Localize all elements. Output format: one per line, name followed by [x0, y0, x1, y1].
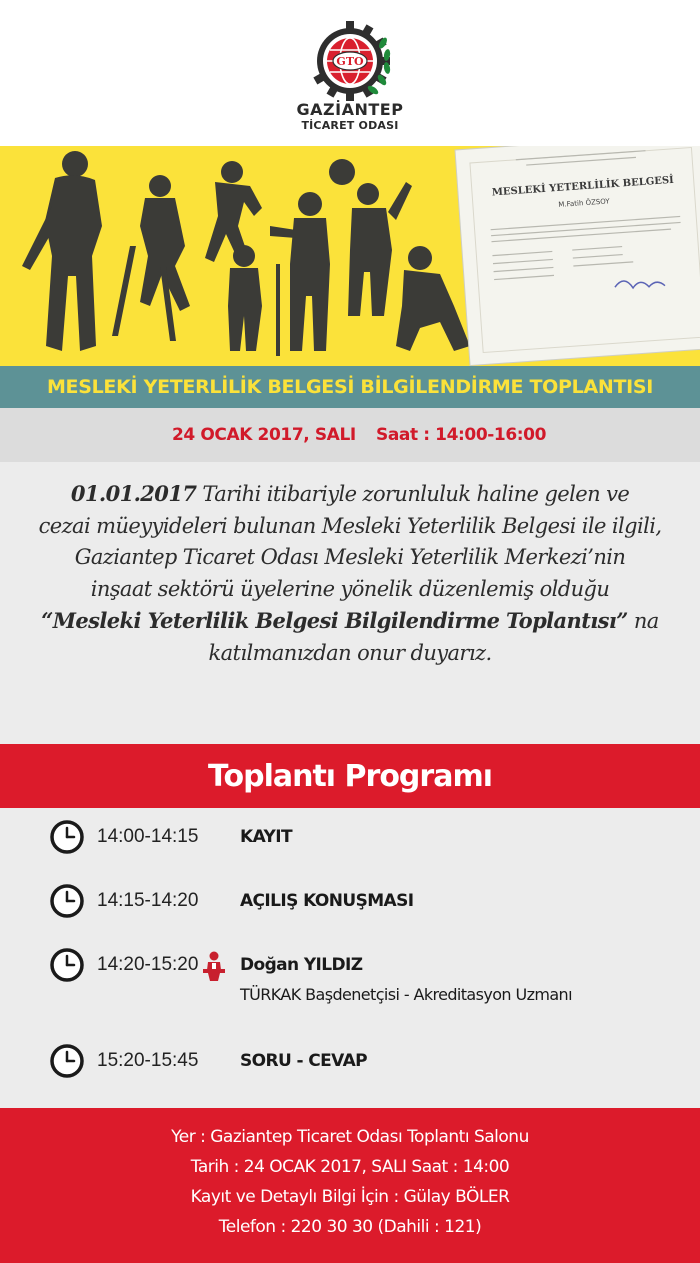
invitation-paragraph — [10, 478, 690, 669]
logo-title: GAZİANTEP — [296, 100, 404, 119]
hero-banner — [0, 146, 700, 366]
logo-subtitle: TİCARET ODASI — [301, 119, 399, 132]
program-time: 14:00-14:15 — [97, 826, 199, 847]
certificate-holder: M.Fatih ÖZSOY — [558, 197, 610, 209]
footer-phone: Telefon : 220 30 30 (Dahili : 121) — [218, 1217, 482, 1237]
program-item — [0, 818, 700, 858]
logo-badge-text: GTO — [336, 55, 364, 68]
event-title-bar — [0, 366, 700, 408]
intro-line-5 — [10, 605, 690, 638]
footer-info — [0, 1108, 700, 1263]
clock-icon — [50, 948, 84, 982]
program-title: KAYIT — [240, 827, 292, 847]
event-date: 24 OCAK 2017, SALI — [172, 425, 356, 445]
intro-date: 01.01.2017 — [70, 481, 197, 506]
intro-meeting-name: “Mesleki Yeterlilik Belgesi Bilgilendirme Toplantısı” — [41, 608, 628, 633]
intro-line-2: cezai müeyyideleri bulunan Mesleki Yeterlilik Belgesi ile ilgili, — [38, 513, 662, 538]
event-time: Saat : 14:00-16:00 — [376, 425, 547, 445]
clock-icon — [50, 1044, 84, 1078]
intro-line-3: Gaziantep Ticaret Odası Mesleki Yeterlilik Merkezi’nin — [74, 545, 626, 569]
clock-icon — [50, 820, 84, 854]
program-header — [0, 744, 700, 808]
program-time: 15:20-15:45 — [97, 1050, 199, 1071]
program-title: Toplantı Programı — [208, 759, 492, 794]
speaker-name: Doğan YILDIZ — [240, 955, 363, 975]
speaker-podium-icon — [201, 950, 227, 982]
program-item — [0, 882, 700, 922]
gto-logo — [305, 18, 395, 108]
date-bar — [0, 408, 700, 462]
worker-silhouettes-illustration — [0, 146, 700, 366]
intro-line-6: katılmanızdan onur duyarız. — [208, 640, 492, 665]
footer-date: Tarih : 24 OCAK 2017, SALI Saat : 14:00 — [190, 1157, 510, 1177]
intro-line-4: inşaat sektörü üyelerine yönelik düzenlemiş olduğu — [90, 576, 610, 601]
clock-icon — [50, 884, 84, 918]
program-item — [0, 1042, 700, 1082]
intro-line-1-text: Tarihi itibariyle zorunluluk haline gelen ve — [196, 482, 630, 506]
intro-line-5-text: na — [627, 609, 659, 633]
event-title: MESLEKİ YETERLİLİK BELGESİ BİLGİLENDİRME TOPLANTISI — [46, 376, 654, 398]
certificate-heading: MESLEKİ YETERLİLİK BELGESİ — [491, 174, 675, 199]
program-time: 14:20-15:20 — [97, 954, 199, 975]
header — [0, 0, 700, 146]
footer-place: Yer : Gaziantep Ticaret Odası Toplantı Salonu — [171, 1127, 529, 1147]
program-item — [0, 946, 700, 1016]
program-time: 14:15-14:20 — [97, 890, 199, 911]
program-title: AÇILIŞ KONUŞMASI — [240, 891, 414, 911]
footer-contact: Kayıt ve Detaylı Bilgi İçin : Gülay BÖLER — [190, 1187, 510, 1207]
program-title: SORU - CEVAP — [240, 1051, 367, 1071]
speaker-role: TÜRKAK Başdenetçisi - Akreditasyon Uzmanı — [240, 985, 572, 1004]
intro-line-1 — [10, 478, 690, 511]
